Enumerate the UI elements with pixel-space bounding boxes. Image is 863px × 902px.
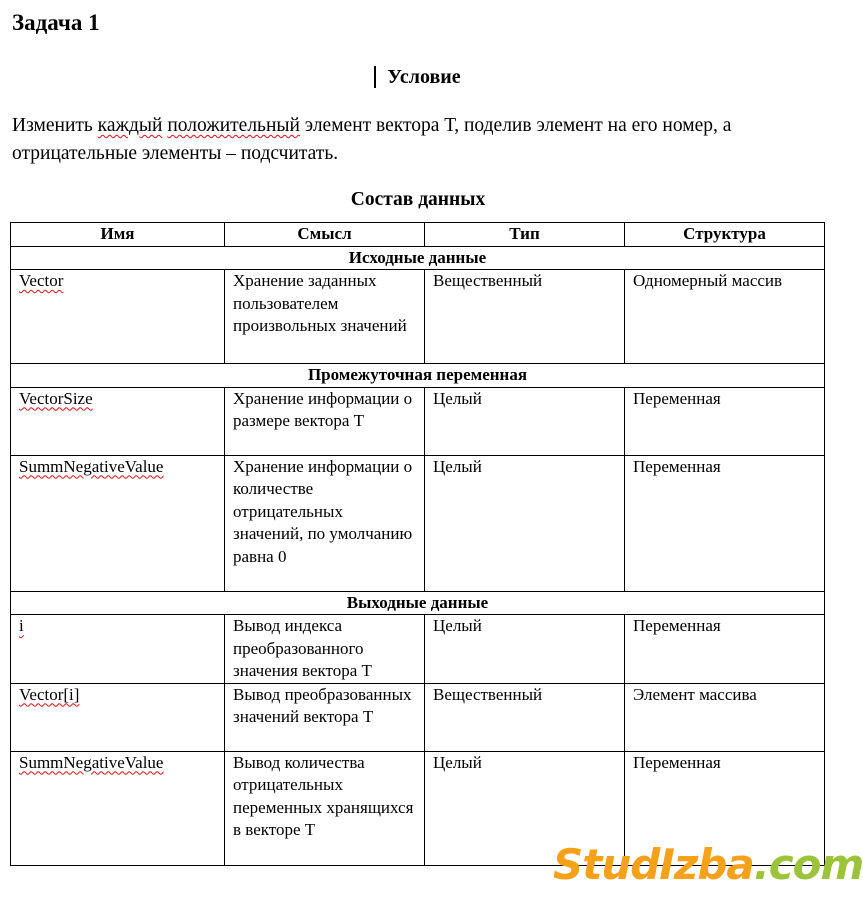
cell-name	[11, 270, 225, 364]
cell-name	[11, 387, 225, 455]
column-header-type: Тип	[425, 223, 625, 247]
table-header-row	[11, 223, 825, 247]
cell-type: Целый	[425, 455, 625, 591]
spellcheck-word: каждый	[97, 115, 163, 136]
watermark-part: .com	[753, 840, 863, 889]
condition-heading: Условие	[387, 66, 461, 88]
cell-meaning: Хранение информации о размере вектора Т	[225, 387, 425, 455]
column-header-meaning: Смысл	[225, 223, 425, 247]
watermark-part: Izba	[659, 840, 754, 889]
cell-meaning: Вывод количества отрицательных переменных хранящихся в векторе Т	[225, 751, 425, 865]
table-row	[11, 455, 825, 591]
cell-name	[11, 615, 225, 684]
table-row	[11, 615, 825, 684]
studizba-watermark-logo	[553, 840, 863, 889]
table-row	[11, 270, 825, 364]
task-text	[12, 112, 812, 168]
cell-meaning: Хранение информации о количестве отрицательных значений, по умолчанию равна 0	[225, 455, 425, 591]
section-row	[11, 364, 825, 388]
cell-type: Целый	[425, 751, 625, 865]
column-header-name: Имя	[11, 223, 225, 247]
section-title: Исходные данные	[11, 246, 825, 270]
data-table-heading: Состав данных	[350, 189, 486, 210]
cell-structure: Переменная	[625, 615, 825, 684]
cell-meaning: Вывод преобразованных значений вектора Т	[225, 683, 425, 751]
cell-structure: Переменная	[625, 751, 825, 865]
section-title: Промежуточная переменная	[11, 364, 825, 388]
variable-name: SummNegativeValue	[19, 752, 164, 772]
cell-structure: Переменная	[625, 387, 825, 455]
data-composition-table	[10, 222, 825, 866]
variable-name: Vector[i]	[19, 684, 80, 704]
section-row	[11, 591, 825, 615]
variable-name: i	[19, 616, 24, 635]
cell-meaning: Хранение заданных пользователем произвольных значений	[225, 270, 425, 364]
task-text-start: Изменить	[12, 115, 98, 136]
cell-type: Целый	[425, 387, 625, 455]
spellcheck-word: положительный	[167, 115, 300, 136]
column-header-structure: Структура	[625, 223, 825, 247]
cell-type: Вещественный	[425, 270, 625, 364]
variable-name: SummNegativeValue	[19, 456, 164, 476]
cell-type: Вещественный	[425, 683, 625, 751]
cell-name	[11, 751, 225, 865]
cell-name	[11, 455, 225, 591]
cell-name	[11, 683, 225, 751]
watermark-part: Stud	[553, 840, 660, 889]
cell-structure: Элемент массива	[625, 683, 825, 751]
cell-structure: Одномерный массив	[625, 270, 825, 364]
task-title: Задача 1	[12, 10, 100, 35]
cell-structure: Переменная	[625, 455, 825, 591]
cell-type: Целый	[425, 615, 625, 684]
table-row	[11, 387, 825, 455]
variable-name: Vector	[19, 271, 64, 290]
section-title: Выходные данные	[11, 591, 825, 615]
variable-name: VectorSize	[19, 388, 93, 408]
cell-meaning: Вывод индекса преобразованного значения вектора Т	[225, 615, 425, 684]
table-row	[11, 683, 825, 751]
section-row	[11, 246, 825, 270]
task-text-end: элемент вектора Т, поделив элемент на его номер, а отрицательные элементы – подсчитать.	[12, 115, 732, 164]
